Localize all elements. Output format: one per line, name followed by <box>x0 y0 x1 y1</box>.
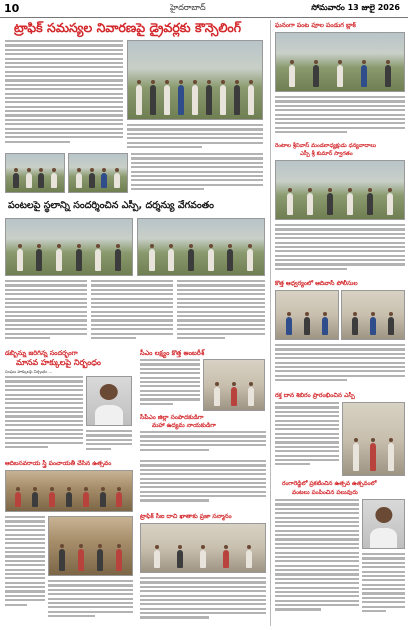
left1-portrait <box>86 376 132 426</box>
mid2-body <box>140 577 266 625</box>
left2-headline: ఆదిబసవరాయ స్త్రీ పంచాయతీ చేసిన ఉత్సవం <box>5 460 112 467</box>
right2-headline-2: ఎస్పీ శ్రీ కుమార్ స్వాగతం <box>300 151 353 157</box>
right4-photo <box>342 402 405 476</box>
right5-headline-2: వంటలు పంపించిన పలువురు <box>292 490 358 496</box>
mid2-body-top <box>140 460 266 510</box>
column-divider <box>270 20 271 626</box>
lead-headline: ట్రాఫిక్ సమస్యల నివారణపై డ్రైవర్లకు కౌన్సెలింగ్ <box>14 20 242 35</box>
lead-photo-small-2 <box>68 153 128 193</box>
mid1-headline-3: మహా ఉద్యమ నాయకుడిగా <box>152 422 216 429</box>
right3-photo-1 <box>275 290 339 340</box>
left1-headline-1: డబ్బిన్ను జరిగిన్న సందర్భంగా <box>5 349 78 357</box>
banner-text-col-3 <box>177 280 265 345</box>
banner-headline: పంటలపై స్థలాన్ని సందర్శించిన ఎస్పీ, దర్శన్యు వేగవంతం <box>8 200 214 211</box>
right5-headline-1: రంగారెడ్డిలో ప్రకటించిన ఉత్సవ ఉత్సవంలో <box>282 481 377 487</box>
issue-date: సోమవారం 13 జులై 2026 <box>311 3 400 12</box>
left2-body-2 <box>48 580 133 625</box>
right3-headline: కొత్త ఆధ్వర్యంలో ఆదివాసీ పోలీసుల <box>275 280 358 287</box>
masthead-rule <box>0 17 408 18</box>
right1-headline: ఘనంగా పంట పూల పండుగ బ్లాక్ <box>275 22 356 29</box>
right5-portrait <box>362 499 405 549</box>
mid1-headline: సీఎం లక్ష్యం కొత్త అంబరీశ్ <box>140 349 205 357</box>
left1-subline: సంఘం హక్కులపై నిర్బంధం ... <box>5 369 53 374</box>
lead-body-text-3 <box>131 153 263 193</box>
right4-headline: రక్త దాన శిబిరం ప్రారంభించిన ఎస్పీ <box>275 392 355 399</box>
mid1-headline-2: సీపీఎం జిల్లా సంపాదకుడిగా <box>140 414 204 421</box>
page-number: 10 <box>4 2 20 15</box>
left2-photo-festival <box>5 470 133 512</box>
page-masthead <box>0 0 408 18</box>
right4-body <box>275 402 339 476</box>
banner-photo-1 <box>5 218 133 276</box>
right1-body <box>275 96 405 138</box>
mid1-photo <box>203 359 265 411</box>
mid1-body <box>140 359 200 411</box>
right5-body <box>275 499 359 625</box>
lead-photo-drivers <box>127 40 263 120</box>
mid2-headline: ట్రాఫిక్ సీఐ దాచి ఖాతాకు ప్రజా సన్మానం <box>140 513 232 520</box>
left2-body <box>5 516 45 616</box>
right3-body <box>275 344 405 388</box>
paper-name: హైదరాబాద్ <box>170 3 206 12</box>
banner-text-col-2 <box>91 280 173 345</box>
left1-body-2 <box>86 430 132 454</box>
right2-body <box>275 224 405 276</box>
right5-body-2 <box>362 553 405 625</box>
banner-text-col-1 <box>5 280 87 345</box>
right3-photo-2 <box>341 290 405 340</box>
left1-headline-2: మానవ హక్కులపై నిర్బంధం <box>16 358 101 367</box>
left2-photo-2 <box>48 516 133 576</box>
lead-body-text-2 <box>127 124 263 150</box>
mid1-body-2 <box>140 431 266 455</box>
lead-photo-small-1 <box>5 153 65 193</box>
banner-photo-2 <box>137 218 265 276</box>
right1-photo <box>275 32 405 92</box>
right2-photo <box>275 160 405 220</box>
mid2-photo <box>140 523 266 573</box>
left1-body <box>5 376 83 454</box>
lead-body-text <box>5 40 123 150</box>
right2-headline-1: రెంటాల శ్రీనివాస్ మండలాధ్యక్షుడు ధన్యవాదాలు <box>275 143 377 149</box>
